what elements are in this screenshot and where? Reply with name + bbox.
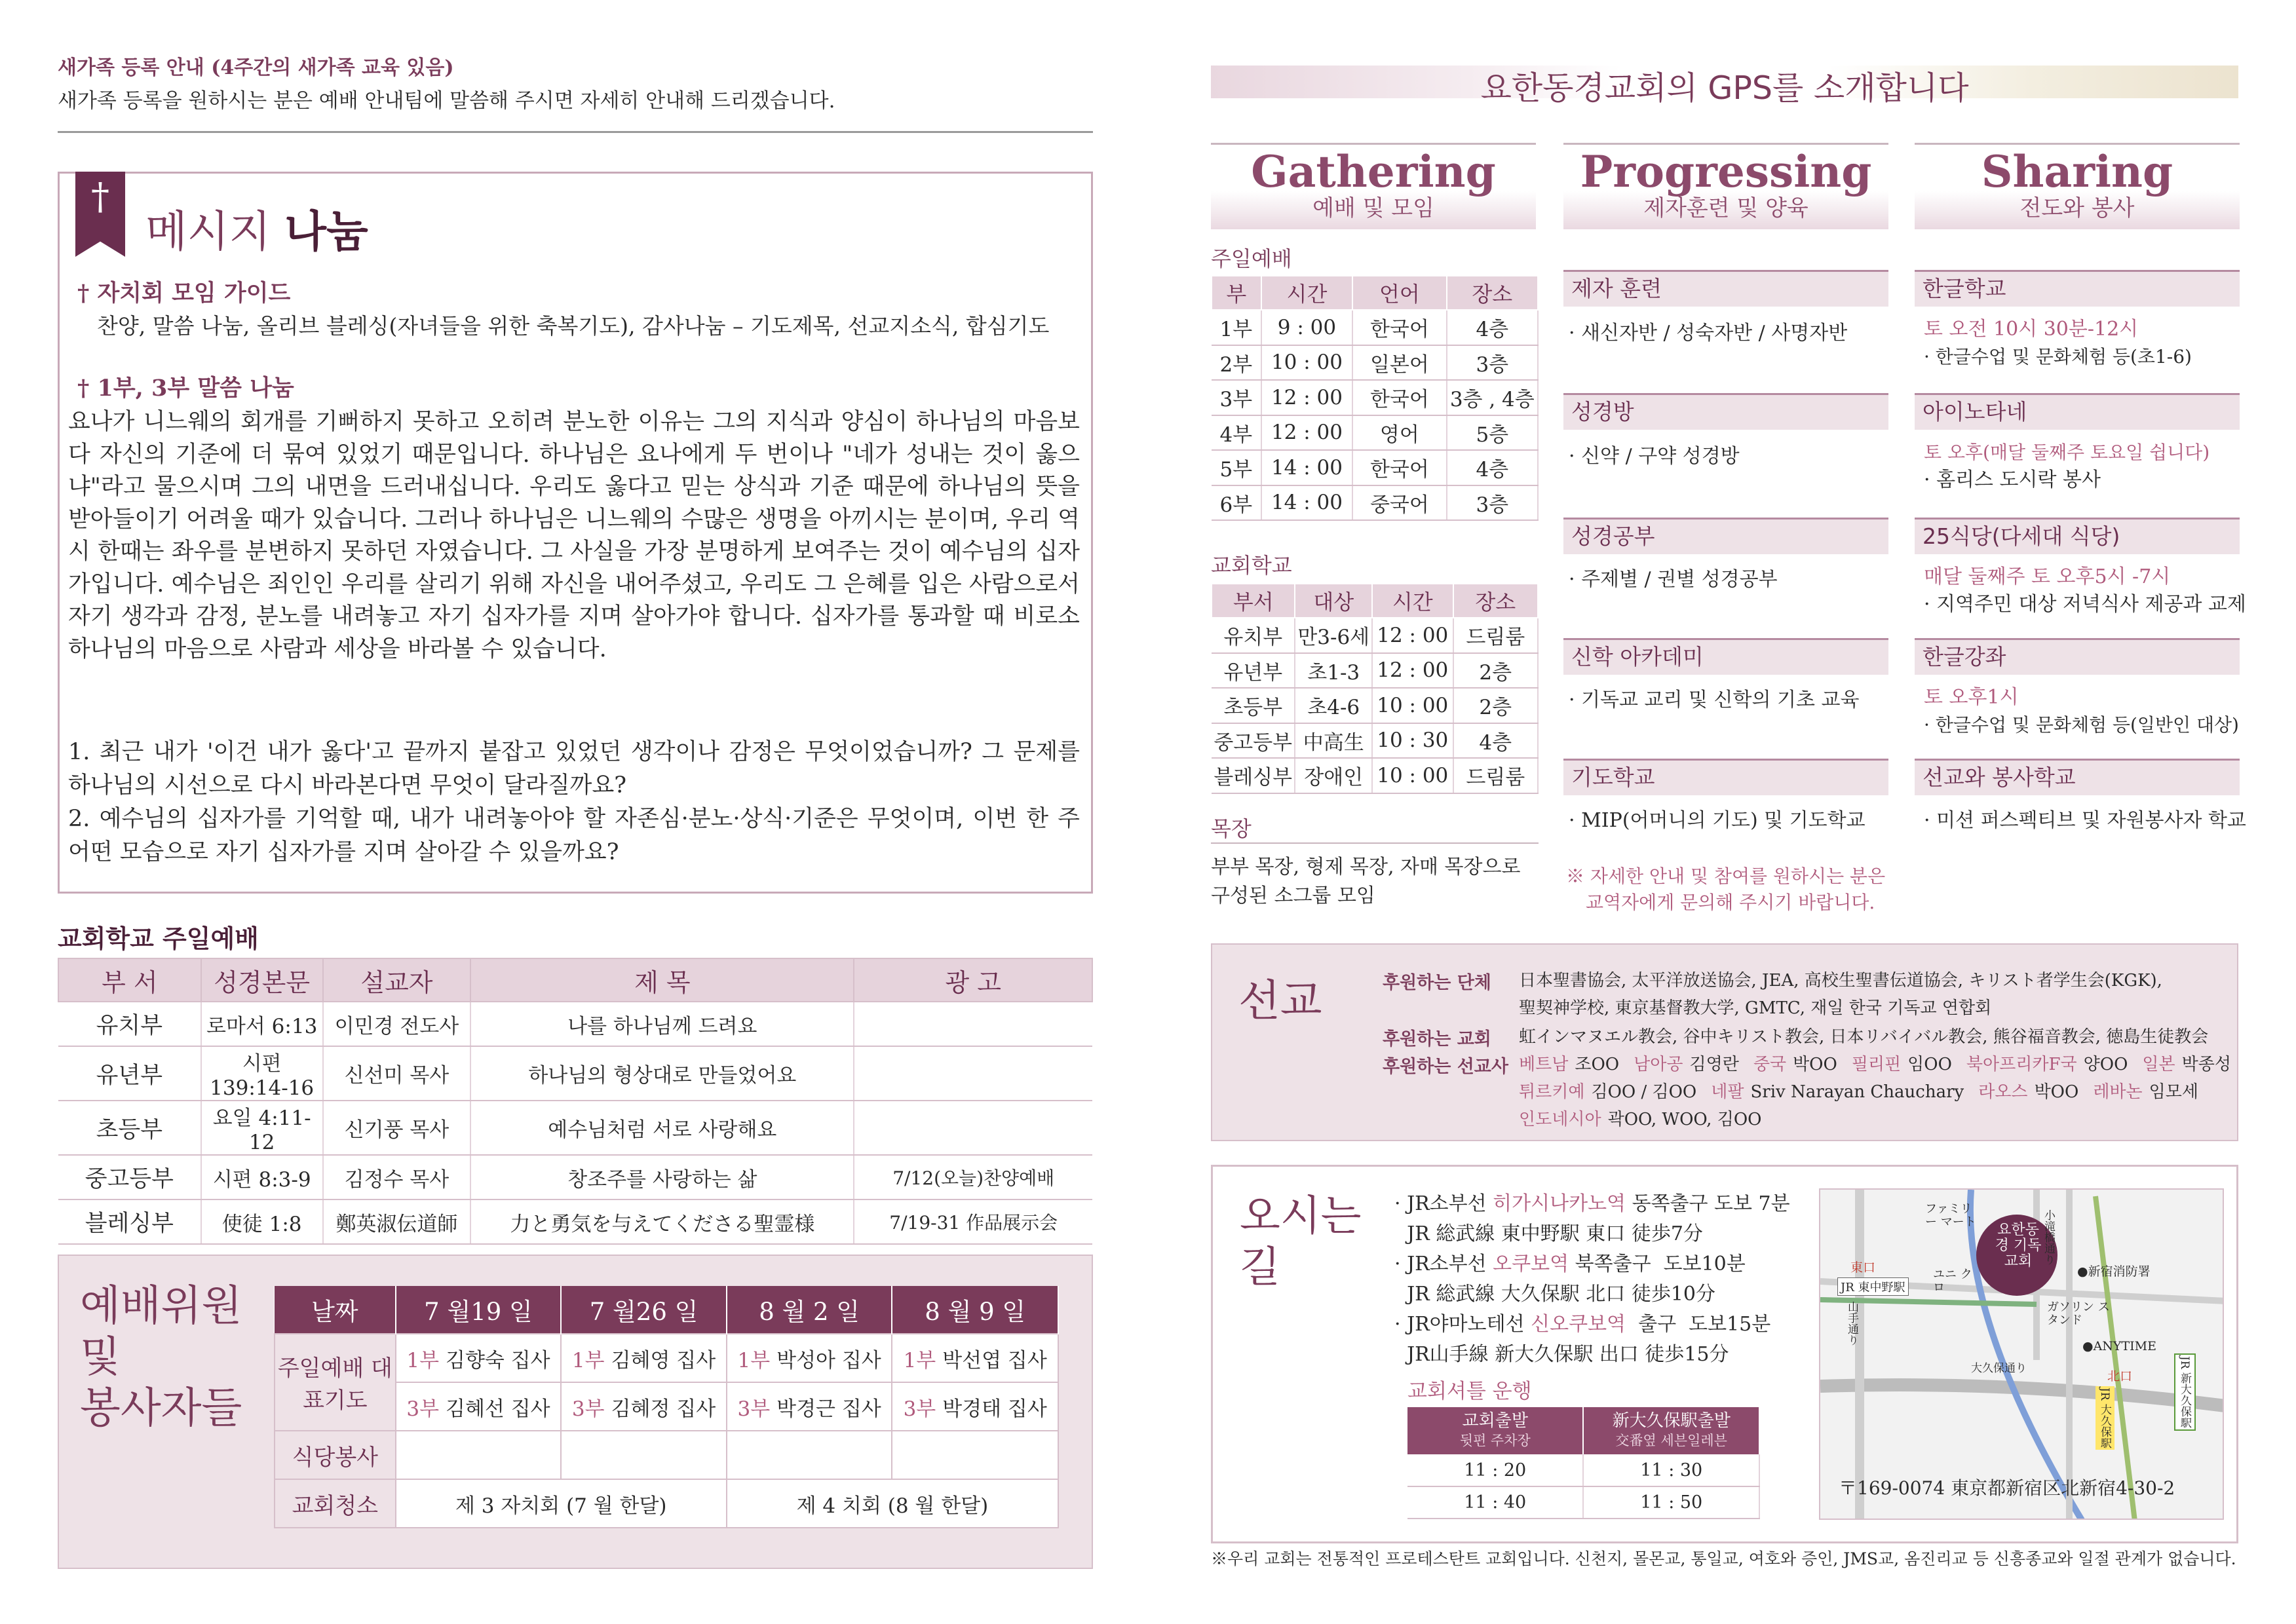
address: 〒169-0074 東京都新宿区北新宿4-30-2: [1839, 1477, 2175, 1499]
card-title: 제자 훈련: [1563, 270, 1888, 307]
worship-team-title: [80, 1281, 242, 1434]
direction-line: [1394, 1310, 1790, 1340]
table-cell: 일본어: [1352, 345, 1446, 381]
table-row: [58, 1002, 1092, 1046]
church-school-label: 교회학교: [1211, 553, 1292, 578]
table-cell: [854, 1002, 1092, 1046]
direction-post: 출구 도보15분: [1626, 1313, 1771, 1336]
street-label: 小滝橋通り: [2042, 1209, 2055, 1265]
uniqlo-label: ユニ クロ: [1933, 1268, 1972, 1294]
table-row: [1212, 380, 1538, 415]
sermon-paragraph: 요나가 니느웨의 회개를 기뻐하지 못하고 오히려 분노한 이유는 그의 지식과 양심이 하나님의 마음보다 자신의 기준에 더 묶여 있었기 때문입니다. 하나님은 요나에게 두 번이나 "네가 성내는 것이 옳으냐"라고 물으시며 그의 내면을 드러내십니다. 우리도 옳다고 믿는 상식과 기준 때문에 하나님의 뜻을 받아들이기 어려울 때가 있습니다. 그러나 하나님은 니느웨의 수많은 생명을 아끼시는 분이며, 우리 역시 한때는 좌우를 분변하지 못하던 자였습니다. 그 사실을 가장 분명하게 보여주는 것이 예수님의 십자가입니다. 예수님은 죄인인 우리를 살리기 위해 자신을 내어주셨고, 우리도 그 은혜를 입은 사람으로서 자기 생각과 감정, 분노를 내려놓고 자기 십자가를 지며 살아가야 합니다. 십자가를 통과할 때 비로소 하나님의 마음으로 사람과 세상을 바라볼 수 있습니다.: [68, 409, 1080, 662]
table-row: [1212, 415, 1538, 451]
service-prefix: 3부: [903, 1397, 936, 1421]
table-cell: 3층: [1447, 345, 1538, 381]
table-row: [1407, 1486, 1759, 1519]
card-highlight: 토 오후(매달 둘째주 토요일 쉽니다): [1924, 442, 2210, 463]
church-school-table: [1211, 583, 1539, 794]
table-cell: 한국어: [1352, 380, 1446, 415]
table-cell: 12 : 00: [1261, 380, 1352, 415]
table-cell: 12 : 00: [1372, 653, 1453, 689]
card-text: · 신약 / 구약 성경방: [1569, 445, 1740, 468]
date-header: 7 월26 일: [561, 1286, 727, 1334]
registration-title: 새가족 등록 안내 (4주간의 새가족 교육 있음): [58, 56, 454, 79]
card-body: [1924, 563, 2265, 618]
table-cell: [892, 1382, 1058, 1431]
missionary-name: 곽OO, WOO, 김OO: [1607, 1110, 1762, 1129]
contact-note: ※ 자세한 안내 및 참여를 원하시는 분은: [1566, 865, 1886, 887]
table-row: [275, 1431, 1058, 1479]
table-cell: 제 3 자치회 (7 월 한달): [396, 1479, 727, 1528]
guide-text: 찬양, 말씀 나눔, 올리브 블레싱(자녀들을 위한 축복기도), 감사나눔 – 기도제목, 선교지소식, 합심기도: [97, 313, 1050, 339]
fire-station-label: ●新宿消防署: [2077, 1264, 2151, 1279]
okubo-street-label: 大久保通り: [1971, 1362, 2027, 1375]
table-cell: 5부: [1212, 450, 1261, 485]
date-header: 7 월19 일: [396, 1286, 562, 1334]
card-text: · MIP(어머니의 기도) 및 기도학교: [1569, 809, 1866, 832]
table-cell: 장애인: [1295, 758, 1372, 793]
mission-country: 인도네시아: [1519, 1110, 1601, 1129]
table-cell: [561, 1334, 727, 1382]
table-row: [1212, 485, 1538, 521]
message-title-bold: 나눔: [284, 206, 368, 257]
column-title-en: Progressing: [1580, 146, 1872, 197]
col-header: [1583, 1407, 1759, 1454]
directions-title: [1240, 1191, 1361, 1293]
table-cell: [854, 1046, 1092, 1101]
card-title: 선교와 봉사학교: [1915, 759, 2240, 795]
gas-station-label: ガソリン スタンド: [2047, 1300, 2110, 1327]
missionary-name: 박종성: [2181, 1055, 2232, 1074]
school-worship-table: [58, 958, 1093, 1245]
col-header: 부: [1212, 276, 1261, 310]
table-row: [58, 1199, 1092, 1244]
table-cell: 시편 8:3-9: [201, 1155, 323, 1199]
card-text: · 새신자반 / 성숙자반 / 사명자반: [1569, 322, 1848, 345]
table-cell: 초등부: [1212, 688, 1295, 723]
mission-country: 라오스: [1978, 1082, 2028, 1102]
service-prefix: 3부: [737, 1397, 771, 1421]
table-cell: 중국어: [1352, 485, 1446, 521]
table-cell: 창조주를 사랑하는 삶: [470, 1155, 854, 1199]
card-body: [1924, 807, 2265, 835]
table-cell: 鄭英淑伝道師: [323, 1199, 471, 1244]
divider: [58, 131, 1093, 133]
table-cell: 영어: [1352, 415, 1446, 451]
message-title-plain: 메시지: [145, 206, 271, 257]
direction-post: 북쪽출구 도보10분: [1569, 1253, 1746, 1275]
divider: [1211, 842, 1539, 844]
table-cell: 3층 , 4층: [1447, 380, 1538, 415]
registration-text: 새가족 등록을 원하시는 분은 예배 안내팀에 말씀해 주시면 자세히 안내해 드리겠습니다.: [58, 89, 835, 113]
direction-pre: JR 総武線 東中野駅 東口 徒歩7分: [1394, 1222, 1703, 1245]
service-prefix: 1부: [406, 1348, 440, 1372]
person-name: 박성아 집사: [776, 1348, 881, 1372]
mission-country: 네팔: [1711, 1082, 1744, 1102]
table-cell: 초1-3: [1295, 653, 1372, 689]
mission-label: 후원하는 교회: [1383, 1029, 1491, 1049]
gathering-header: [1211, 143, 1536, 229]
service-prefix: 3부: [406, 1397, 440, 1421]
mission-country: 베트남: [1519, 1055, 1569, 1074]
table-cell: 12 : 00: [1261, 415, 1352, 451]
family-mart-label: ファミリー マート: [1925, 1202, 1976, 1229]
table-row: [58, 1101, 1092, 1155]
table-row: [1212, 688, 1538, 723]
card-title: 신학 아카데미: [1563, 638, 1888, 675]
sunday-service-rows: [1212, 310, 1538, 520]
table-row: [1407, 1454, 1759, 1486]
col-header: 시간: [1372, 584, 1453, 618]
person-name: 김향숙 집사: [446, 1348, 550, 1372]
sermon-title: † 1부, 3부 말씀 나눔: [77, 375, 294, 402]
direction-pink: 신오쿠보역: [1531, 1313, 1626, 1336]
table-cell: 제 4 치회 (8 월 한달): [727, 1479, 1058, 1528]
card-text: · 한글수업 및 문화체험 등(초1-6): [1924, 346, 2192, 368]
question-2: 2. 예수님의 십자가를 기억할 때, 내가 내려놓아야 할 자존심·분노·상식·기준은 무엇이며, 이번 한 주 어떤 모습으로 자기 십자가를 지며 살아갈 수 있을까요?: [68, 806, 1080, 865]
person-name: 김혜선 집사: [446, 1397, 550, 1421]
question-1: 1. 최근 내가 '이건 내가 옳다'고 끝까지 붙잡고 있었던 생각이나 감정은 무엇이었습니까? 그 문제를 하나님의 시선으로 다시 바라본다면 무엇이 달라질까요?: [68, 739, 1080, 799]
card-body: [1924, 439, 2265, 494]
table-cell: 신기풍 목사: [323, 1101, 471, 1155]
direction-pre: JR山手線 新大久保駅 出口 徒歩15分: [1394, 1343, 1729, 1366]
col-header: 장소: [1453, 584, 1538, 618]
table-cell: 만3-6세: [1295, 618, 1372, 653]
direction-line: [1394, 1249, 1790, 1279]
location-map: [1819, 1188, 2224, 1520]
table-cell: 블레싱부: [58, 1199, 201, 1244]
missionary-name: Sriv Narayan Chauchary: [1750, 1082, 1964, 1102]
table-cell: 중고등부: [1212, 723, 1295, 759]
person-name: 박경태 집사: [942, 1397, 1047, 1421]
card-body: [1924, 684, 2265, 739]
table-row: [58, 1155, 1092, 1199]
table-row: [1212, 450, 1538, 485]
card-text: · 주제별 / 권별 성경공부: [1569, 568, 1778, 591]
directions-list: [1394, 1189, 1790, 1370]
date-header: 8 월 2 일: [727, 1286, 892, 1334]
column-title-en: Sharing: [1981, 146, 2173, 197]
title-line: 오시는: [1240, 1192, 1362, 1241]
col-header: 장소: [1447, 276, 1538, 310]
direction-line: [1394, 1340, 1790, 1370]
footnote: ※우리 교회는 전통적인 프로테스탄트 교회입니다. 신천지, 몰몬교, 통일교, 여호와 증인, JMS교, 옴진리교 등 신흥종교와 일절 관계가 없습니다.: [1211, 1549, 2236, 1568]
table-cell: [727, 1431, 892, 1479]
table-cell: 10 : 30: [1372, 723, 1453, 759]
cross-icon: †: [91, 176, 109, 218]
table-cell: 5층: [1447, 415, 1538, 451]
table-cell: 4층: [1447, 310, 1538, 345]
title-line: 봉사자들: [80, 1384, 242, 1433]
sharing-header: [1915, 143, 2240, 229]
table-cell: 11 : 20: [1407, 1454, 1583, 1486]
mission-label: 후원하는 선교사: [1383, 1057, 1508, 1077]
card-highlight: 매달 둘째주 토 오후5시 -7시: [1924, 565, 2171, 588]
service-prefix: 1부: [571, 1348, 605, 1372]
mission-org-line: 日本聖書協会, 太平洋放送協会, JEA, 高校生聖書伝道協会, キリスト者学生会(KGK),: [1519, 971, 2162, 991]
card-text: · 미션 퍼스펙티브 및 자원봉사자 학교: [1924, 809, 2246, 832]
col-header: 대상: [1295, 584, 1372, 618]
table-cell: 드림룸: [1453, 618, 1538, 653]
table-cell: 로마서 6:13: [201, 1002, 323, 1046]
table-cell: 블레싱부: [1212, 758, 1295, 793]
missionary-line: [1519, 1106, 1776, 1133]
table-cell: 예수님처럼 서로 사랑해요: [470, 1101, 854, 1155]
card-title: 성경공부: [1563, 518, 1888, 554]
card-highlight: 토 오전 10시 30분-12시: [1924, 318, 2139, 341]
column-title-en: Gathering: [1251, 146, 1496, 197]
table-cell: 3부: [1212, 380, 1261, 415]
table-cell: [396, 1431, 562, 1479]
table-cell: 7/19-31 作品展示会: [854, 1199, 1092, 1244]
table-cell: 중고등부: [58, 1155, 201, 1199]
direction-line: [1394, 1189, 1790, 1219]
card-highlight: 토 오후1시: [1924, 686, 2019, 709]
table-cell: [727, 1382, 892, 1431]
column-title-ko: 전도와 봉사: [2019, 195, 2135, 221]
gps-title: 요한동경교회의 GPS를 소개합니다: [1480, 69, 1969, 107]
card-title: 한글강좌: [1915, 638, 2240, 675]
col-header: 언어: [1352, 276, 1446, 310]
row-header: 교회청소: [275, 1479, 396, 1528]
mission-country: 튀르키예: [1519, 1082, 1585, 1102]
contact-note: 교역자에게 문의해 주시기 바랍니다.: [1586, 892, 1875, 913]
church-map-label: 요한동경 기독교회: [1995, 1222, 2042, 1270]
header-sub: 뒷편 주차장: [1459, 1433, 1531, 1448]
table-cell: 10 : 00: [1372, 758, 1453, 793]
person-name: 박선엽 집사: [942, 1348, 1047, 1372]
table-cell: 使徒 1:8: [201, 1199, 323, 1244]
table-cell: 11 : 50: [1583, 1486, 1759, 1519]
table-row: [1212, 310, 1538, 345]
table-cell: 3층: [1447, 485, 1538, 521]
card-title: 기도학교: [1563, 759, 1888, 795]
card-text: · 홈리스 도시락 봉사: [1924, 468, 2101, 491]
card-title: 25식당(다세대 식당): [1915, 518, 2240, 554]
table-row: [58, 1046, 1092, 1101]
okubo-station-label: JR 大久保駅: [2095, 1386, 2114, 1450]
table-cell: 力と勇気を与えてくださる聖霊様: [470, 1199, 854, 1244]
direction-pink: 오쿠보역: [1493, 1253, 1569, 1275]
table-cell: [892, 1431, 1058, 1479]
guide-title: † 자치회 모임 가이드: [77, 280, 291, 307]
missionary-name: 양OO: [2083, 1055, 2128, 1074]
table-cell: [727, 1334, 892, 1382]
service-prefix: 1부: [903, 1348, 936, 1372]
shuttle-label: 교회셔틀 운행: [1407, 1380, 1532, 1403]
card-body: [1924, 316, 2265, 371]
progressing-header: [1563, 143, 1888, 229]
table-cell: 초4-6: [1295, 688, 1372, 723]
missionary-line: [1519, 1051, 2246, 1078]
table-row: [1212, 758, 1538, 793]
missionary-name: 임모세: [2149, 1082, 2199, 1102]
row-header: 식당봉사: [275, 1431, 396, 1479]
missionary-name: 김OO / 김OO: [1591, 1082, 1697, 1102]
mission-label: 후원하는 단체: [1383, 973, 1491, 993]
table-cell: 이민경 전도사: [323, 1002, 471, 1046]
mission-country: 중국: [1753, 1055, 1787, 1074]
title-line: 예배위원: [80, 1282, 242, 1331]
card-title: 아이노타네: [1915, 393, 2240, 430]
table-cell: 1부: [1212, 310, 1261, 345]
church-school-rows: [1212, 618, 1538, 793]
mission-country: 레바논: [2093, 1082, 2143, 1102]
table-cell: [854, 1101, 1092, 1155]
station-label: JR 東中野駅: [1837, 1277, 1909, 1296]
table-cell: 7/12(오늘)찬양예배: [854, 1155, 1092, 1199]
table-cell: [892, 1334, 1058, 1382]
direction-pre: · JR소부선: [1394, 1192, 1493, 1215]
shin-okubo-station-label: JR 新大久保駅: [2174, 1353, 2196, 1431]
direction-post: 동쪽출구 도보 7분: [1626, 1192, 1790, 1215]
card-text: · 기독교 교리 및 신학의 기초 교육: [1569, 689, 1860, 711]
person-name: 김혜정 집사: [611, 1397, 716, 1421]
table-cell: 10 : 00: [1261, 345, 1352, 381]
direction-pre: · JR야마노테선: [1394, 1313, 1531, 1336]
col-header: 시간: [1261, 276, 1352, 310]
mission-country: 일본: [2142, 1055, 2175, 1074]
table-row: [1212, 653, 1538, 689]
table-cell: 11 : 40: [1407, 1486, 1583, 1519]
table-cell: 9 : 00: [1261, 310, 1352, 345]
mission-country: 남아공: [1634, 1055, 1683, 1074]
table-row: [275, 1334, 1058, 1382]
table-cell: 요일 4:11-12: [201, 1101, 323, 1155]
table-cell: 초등부: [58, 1101, 201, 1155]
table-cell: 드림룸: [1453, 758, 1538, 793]
missionary-name: 임OO: [1907, 1055, 1952, 1074]
table-row: [275, 1479, 1058, 1528]
direction-line: [1394, 1219, 1790, 1249]
table-cell: 14 : 00: [1261, 485, 1352, 521]
card-text: · 한글수업 및 문화체험 등(일반인 대상): [1924, 714, 2239, 736]
table-cell: [561, 1382, 727, 1431]
table-cell: 하나님의 형상대로 만들었어요: [470, 1046, 854, 1101]
column-title-ko: 제자훈련 및 양육: [1643, 195, 1808, 221]
row-header: 주일예배 대표기도: [275, 1334, 396, 1431]
person-name: 박경근 집사: [776, 1397, 881, 1421]
worship-team-table: [274, 1286, 1059, 1528]
person-name: 김혜영 집사: [611, 1348, 716, 1372]
moksu-label: 목장: [1211, 816, 1252, 841]
table-cell: 4층: [1453, 723, 1538, 759]
table-cell: 10 : 00: [1372, 688, 1453, 723]
card-title: 성경방: [1563, 393, 1888, 430]
header-sub: 交番옆 세븐일레븐: [1615, 1433, 1727, 1448]
table-cell: [396, 1382, 562, 1431]
table-row: [1212, 618, 1538, 653]
col-header: 광 고: [854, 958, 1092, 1002]
school-worship-title: 교회학교 주일예배: [58, 924, 259, 953]
direction-pink: 히가시나카노역: [1493, 1192, 1626, 1215]
table-cell: 6부: [1212, 485, 1261, 521]
table-cell: 14 : 00: [1261, 450, 1352, 485]
missionary-name: 박OO: [2034, 1082, 2079, 1102]
mission-church-line: 虹インマヌエル教会, 谷中キリスト教会, 日本リバイバル教会, 熊谷福音教会, 徳島生徒教会: [1519, 1027, 2209, 1047]
missionary-name: 박OO: [1793, 1055, 1837, 1074]
table-cell: 나를 하나님께 드려요: [470, 1002, 854, 1046]
col-header: [1407, 1407, 1583, 1454]
missionary-name: 조OO: [1575, 1055, 1620, 1074]
missionary-line: [1519, 1078, 2213, 1106]
col-header: 성경본문: [201, 958, 323, 1002]
sunday-service-label: 주일예배: [1211, 246, 1292, 271]
east-exit-label: 東口: [1850, 1260, 1876, 1275]
service-prefix: 3부: [571, 1397, 605, 1421]
missionary-name: 김영란: [1689, 1055, 1739, 1074]
table-cell: 한국어: [1352, 450, 1446, 485]
table-cell: 11 : 30: [1583, 1454, 1759, 1486]
service-prefix: 1부: [737, 1348, 771, 1372]
yamate-street-label: 山手通り: [1845, 1301, 1858, 1346]
mission-country: 필리핀: [1851, 1055, 1902, 1074]
sunday-service-table: [1211, 275, 1539, 521]
table-cell: 2층: [1453, 653, 1538, 689]
col-header: 설교자: [323, 958, 471, 1002]
table-cell: 12 : 00: [1372, 618, 1453, 653]
col-header: 날짜: [275, 1286, 396, 1334]
mission-title: 선교: [1238, 975, 1322, 1026]
message-title: [145, 197, 368, 259]
table-cell: 中高生: [1295, 723, 1372, 759]
table-cell: 2부: [1212, 345, 1261, 381]
moksu-text: 부부 목장, 형제 목장, 자매 목장으로 구성된 소그룹 모임: [1211, 856, 1521, 907]
table-row: [1212, 723, 1538, 759]
title-line: 및: [80, 1333, 121, 1382]
anytime-label: ●ANYTIME: [2082, 1339, 2156, 1353]
table-cell: 유년부: [58, 1046, 201, 1101]
col-header: 제 목: [470, 958, 854, 1002]
table-cell: 한국어: [1352, 310, 1446, 345]
date-header: 8 월 9 일: [892, 1286, 1058, 1334]
table-cell: 김정수 목사: [323, 1155, 471, 1199]
north-exit-label: 北口: [2107, 1369, 2133, 1384]
col-header: 부 서: [58, 958, 201, 1002]
title-line: 길: [1240, 1243, 1280, 1292]
col-header: 부서: [1212, 584, 1295, 618]
header-main: 新大久保駅출발: [1612, 1411, 1731, 1431]
shuttle-table: [1407, 1407, 1760, 1519]
table-cell: 2층: [1453, 688, 1538, 723]
table-cell: 유년부: [1212, 653, 1295, 689]
table-cell: 신선미 목사: [323, 1046, 471, 1101]
mission-org-line: 聖契神学校, 東京基督教大学, GMTC, 재일 한국 기독교 연합회: [1519, 998, 1992, 1018]
table-cell: 유치부: [58, 1002, 201, 1046]
mission-country: 북아프리카F국: [1966, 1055, 2077, 1074]
direction-pre: · JR소부선: [1394, 1253, 1493, 1275]
table-cell: 4층: [1447, 450, 1538, 485]
column-title-ko: 예배 및 모임: [1312, 195, 1434, 221]
table-cell: 유치부: [1212, 618, 1295, 653]
card-text: · 지역주민 대상 저녁식사 제공과 교제: [1924, 593, 2246, 616]
table-cell: [561, 1431, 727, 1479]
direction-pre: JR 総武線 大久保駅 北口 徒歩10分: [1394, 1283, 1716, 1306]
header-main: 교회출발: [1462, 1411, 1528, 1431]
table-cell: [396, 1334, 562, 1382]
table-cell: 시편 139:14-16: [201, 1046, 323, 1101]
table-row: [1212, 345, 1538, 381]
card-title: 한글학교: [1915, 270, 2240, 307]
table-cell: 4부: [1212, 415, 1261, 451]
direction-line: [1394, 1279, 1790, 1310]
